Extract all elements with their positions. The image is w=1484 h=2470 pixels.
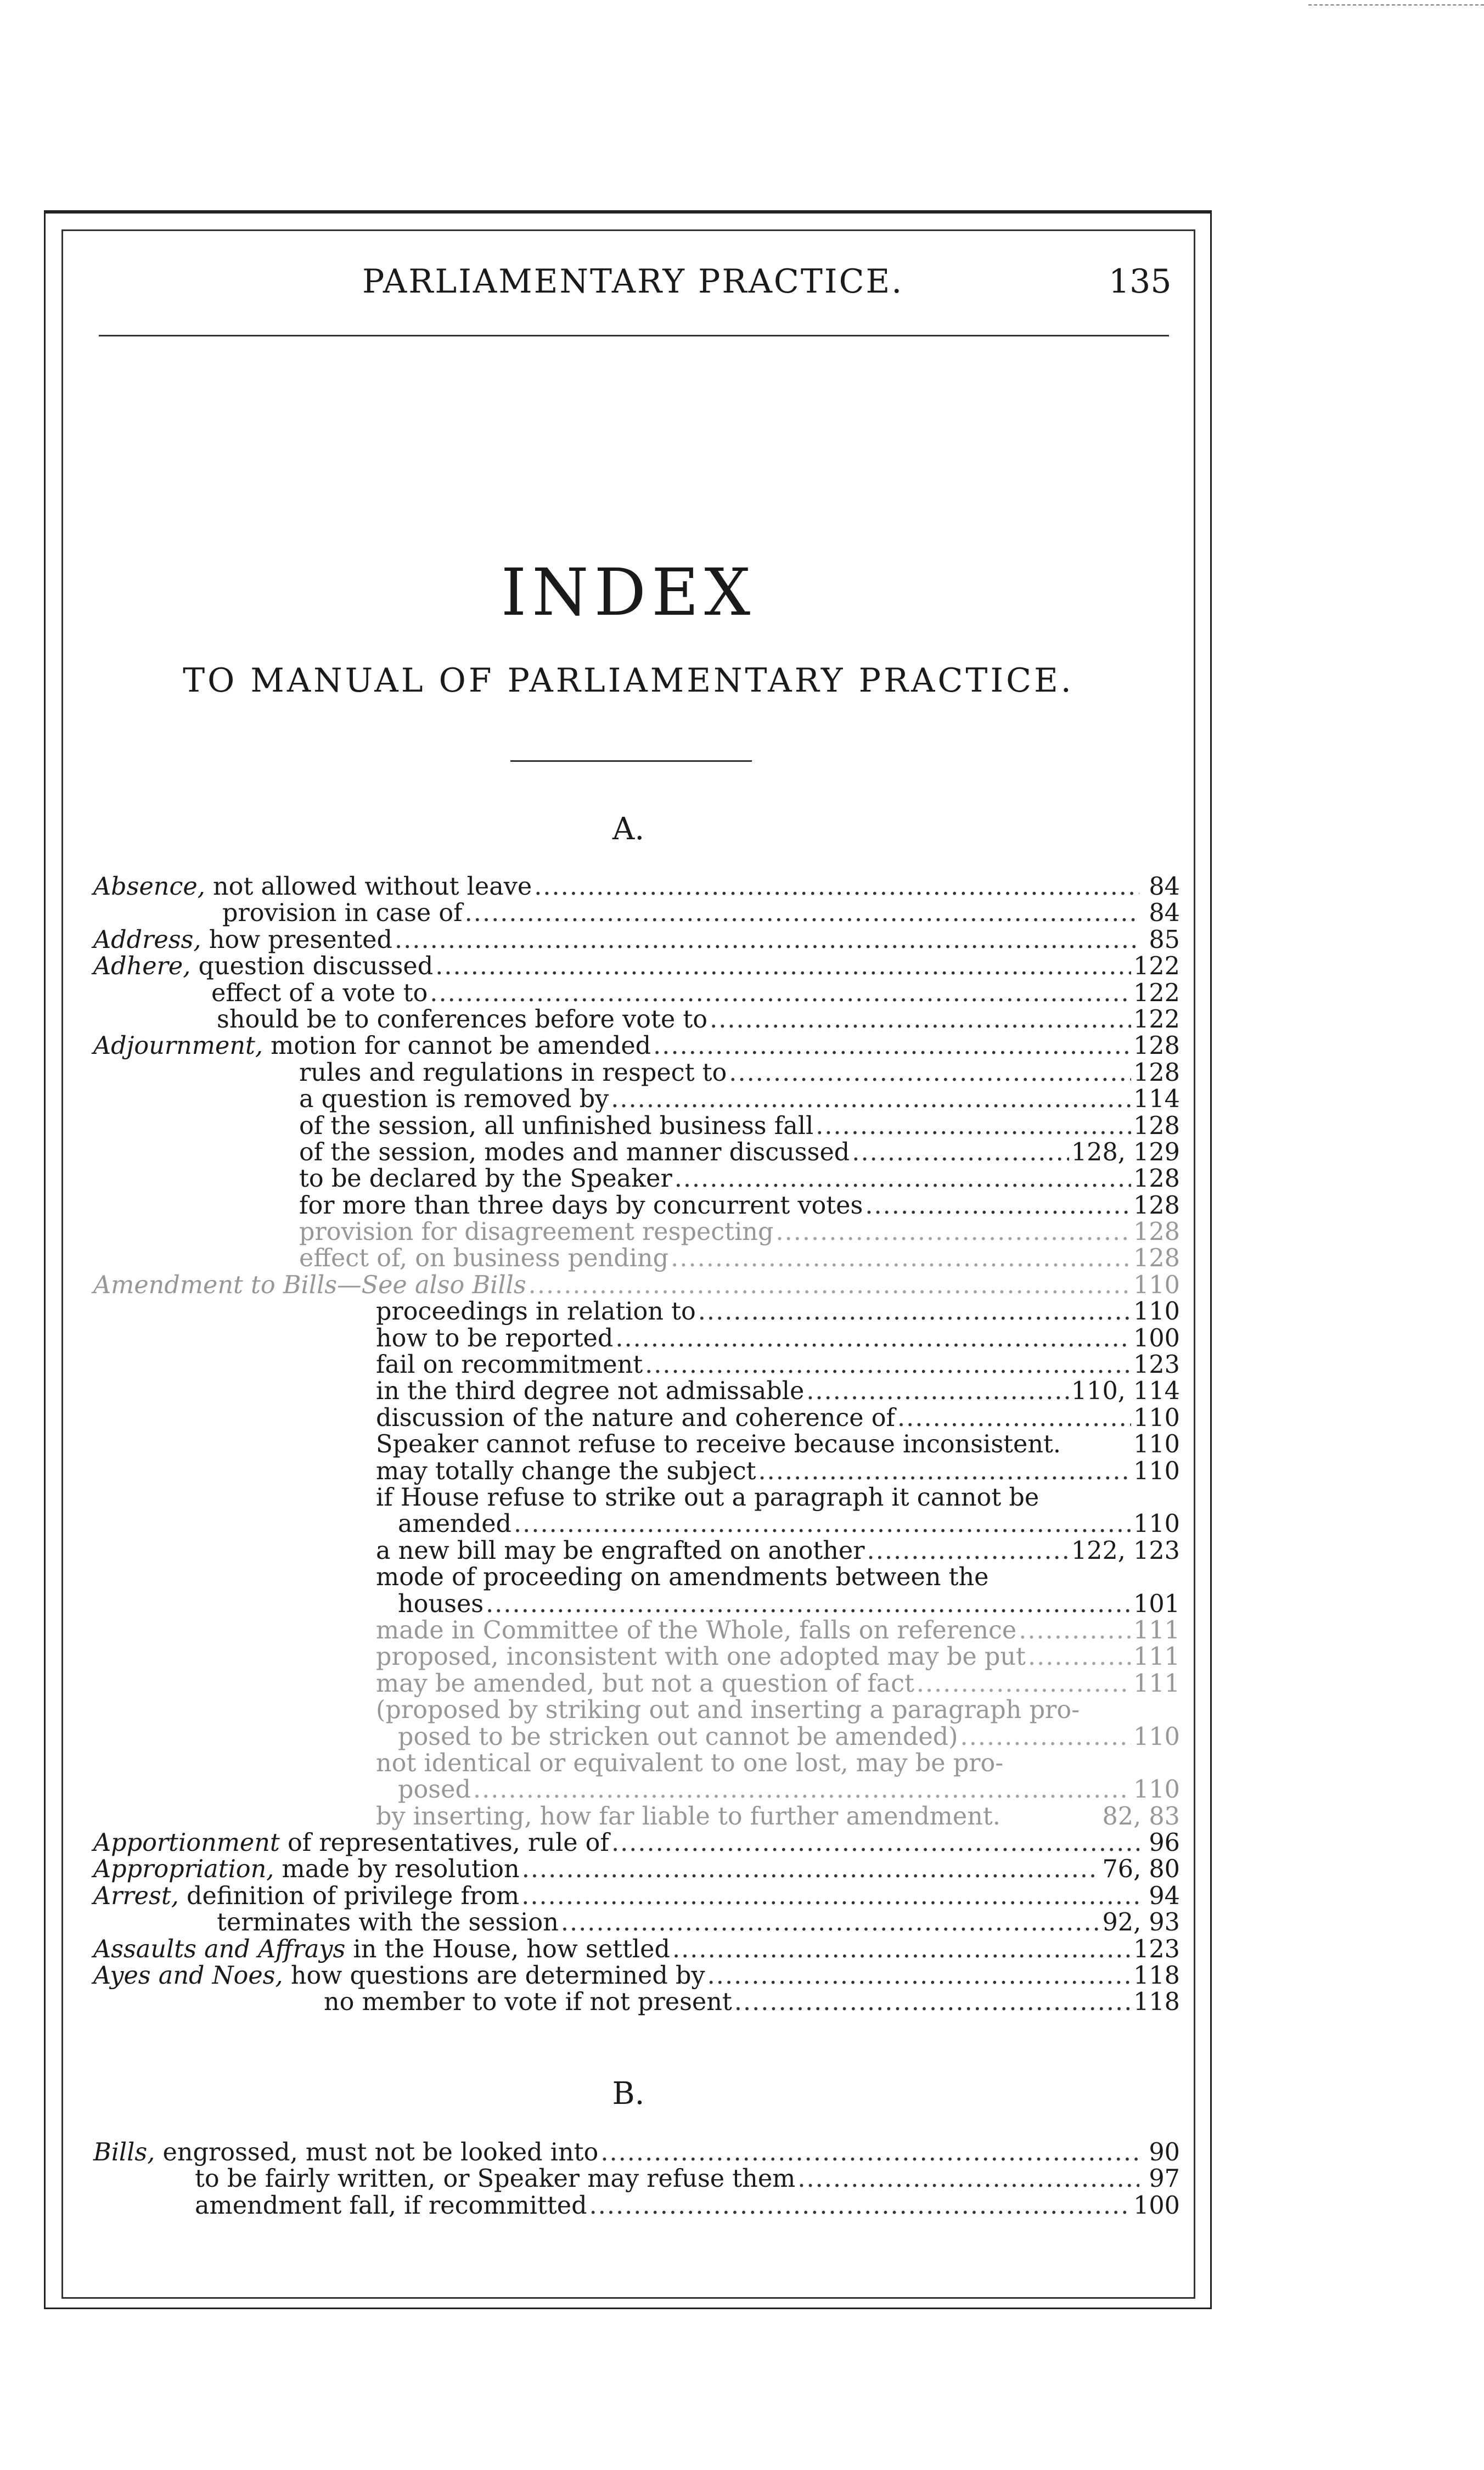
index-entry: [93, 1856, 1180, 1883]
entry-text: [93, 1352, 643, 1378]
entry-page-ref: 111: [1133, 1669, 1180, 1698]
entry-text: [93, 1724, 958, 1750]
entry-page-ref: 96: [1149, 1829, 1180, 1857]
entry-page-ref: 128, 129: [1071, 1138, 1180, 1166]
index-entry: [93, 980, 1180, 1007]
entry-text: [93, 1856, 520, 1883]
index-entry: [93, 874, 1180, 900]
index-entry: [93, 1671, 1180, 1697]
index-entry: [93, 1936, 1180, 1963]
dot-leader: [615, 1326, 1131, 1352]
entry-text: [93, 1007, 707, 1033]
entry-heading: Assaults and Affrays: [93, 1935, 346, 1963]
header-rule: [99, 335, 1169, 336]
entry-text: [93, 1458, 756, 1485]
dot-leader: [672, 1936, 1131, 1963]
entry-description: may totally change the subject: [376, 1457, 756, 1485]
dot-leader: [707, 1963, 1131, 1989]
index-entry: [93, 1352, 1180, 1378]
dot-leader: [645, 1352, 1131, 1378]
index-entry: [93, 1564, 1180, 1591]
entry-text: [93, 1697, 1080, 1724]
index-entry: [93, 1033, 1180, 1059]
dot-leader: [775, 1219, 1131, 1245]
entry-page-ref: 76, 80: [1102, 1855, 1180, 1884]
entry-description: rules and regulations in respect to: [299, 1058, 727, 1087]
entry-page-ref: 100: [1133, 1324, 1180, 1352]
index-entry: [93, 1299, 1180, 1325]
entry-description: engrossed, must not be looked into: [155, 2138, 599, 2166]
entry-text: [93, 1113, 813, 1139]
entry-page-ref: 122, 123: [1071, 1536, 1180, 1565]
entry-page-ref: 94: [1149, 1882, 1180, 1910]
entry-text: [93, 1989, 732, 2016]
entry-page-ref: 111: [1133, 1616, 1180, 1644]
entry-page-ref: 110, 114: [1071, 1377, 1180, 1406]
running-head: PARLIAMENTARY PRACTICE.: [362, 262, 904, 301]
entry-description: provision for disagreement respecting: [299, 1218, 774, 1247]
index-subtitle: TO MANUAL OF PARLIAMENTARY PRACTICE.: [183, 661, 1074, 700]
entry-description: posed: [398, 1776, 471, 1804]
entry-description: amendment fall, if recommitted: [195, 2191, 587, 2220]
index-entry: [93, 927, 1180, 953]
dot-leader: [806, 1378, 1069, 1405]
entry-description: in the third degree not admissable: [376, 1377, 805, 1406]
entry-text: [93, 1326, 613, 1352]
dot-leader: [867, 1538, 1069, 1564]
dot-leader: [611, 1086, 1131, 1113]
entry-text: [93, 1883, 519, 1910]
entry-heading: Bills,: [93, 2138, 155, 2166]
index-entry: [93, 1405, 1180, 1432]
entry-text: [93, 1618, 1016, 1644]
dot-leader: [653, 1033, 1131, 1059]
page-number: 135: [1109, 262, 1172, 301]
index-entry: [93, 1644, 1180, 1670]
entry-page-ref: 123: [1133, 1935, 1180, 1963]
entry-heading: Amendment to Bills—See also Bills: [93, 1271, 526, 1299]
entry-text: [93, 1033, 651, 1059]
entry-description: should be to conferences before vote to: [217, 1005, 708, 1034]
entry-heading: Absence,: [93, 873, 205, 901]
entry-description: how to be reported: [376, 1324, 614, 1352]
entry-text: [93, 1432, 1061, 1458]
entry-text: [93, 1139, 850, 1166]
entry-text: [93, 2166, 795, 2192]
entry-text: [93, 1750, 1003, 1777]
entry-heading: Ayes and Noes,: [93, 1962, 283, 1990]
entry-text: [93, 1644, 1026, 1670]
index-entries-b: [93, 2140, 1180, 2219]
entry-page-ref: 122: [1133, 1005, 1180, 1034]
title-rule: [510, 760, 752, 762]
dot-leader: [600, 2140, 1139, 2166]
entry-description: posed to be stricken out cannot be amended): [398, 1722, 958, 1751]
entry-page-ref: 128: [1133, 1191, 1180, 1220]
entry-heading: Arrest,: [93, 1882, 179, 1910]
dot-leader: [671, 1245, 1131, 1272]
entry-page-ref: 128: [1133, 1244, 1180, 1273]
entry-description: discussion of the nature and coherence of: [376, 1404, 896, 1432]
index-entry: [93, 1432, 1180, 1458]
index-entry: [93, 1378, 1180, 1405]
entry-text: [93, 1910, 559, 1936]
dot-leader: [797, 2166, 1139, 2192]
index-entry: [93, 2166, 1180, 2192]
entry-text: [93, 1936, 670, 1963]
entry-page-ref: 100: [1133, 2191, 1180, 2220]
index-entry: [93, 1086, 1180, 1113]
entry-page-ref: 128: [1133, 1218, 1180, 1247]
index-entry: [93, 1697, 1180, 1724]
entry-description: how presented: [201, 925, 393, 954]
entry-page-ref: 110: [1133, 1404, 1180, 1432]
entry-text: [93, 980, 428, 1007]
index-entry: [93, 1538, 1180, 1564]
index-entry: [93, 2140, 1180, 2166]
dot-leader: [395, 927, 1139, 953]
index-entry: [93, 1060, 1180, 1086]
entry-description: effect of a vote to: [211, 979, 428, 1007]
entry-page-ref: 123: [1133, 1351, 1180, 1379]
entry-text: [93, 953, 433, 980]
entry-text: [93, 2140, 598, 2166]
entry-heading: Appropriation,: [93, 1855, 274, 1884]
entry-page-ref: 110: [1133, 1457, 1180, 1485]
entry-text: [93, 1378, 804, 1405]
entry-page-ref: 110: [1133, 1722, 1180, 1751]
index-entry: [93, 1245, 1180, 1272]
entry-text: [93, 1538, 865, 1564]
entry-description: proceedings in relation to: [376, 1298, 696, 1326]
entry-description: effect of, on business pending: [299, 1244, 669, 1273]
entry-text: [93, 2193, 587, 2219]
entry-text: [93, 1245, 668, 1272]
entry-text: [93, 1060, 727, 1086]
entry-text: [93, 1193, 863, 1219]
entry-text: [93, 1564, 989, 1591]
entry-heading: Adjournment,: [93, 1032, 263, 1060]
entry-page-ref: 101: [1133, 1590, 1180, 1618]
index-entry: [93, 1804, 1180, 1830]
index-entry: [93, 1166, 1180, 1192]
dot-leader: [734, 1989, 1131, 2016]
dot-leader: [465, 900, 1139, 927]
dot-leader: [698, 1299, 1131, 1325]
entry-page-ref: 92, 93: [1102, 1908, 1180, 1937]
entry-text: [93, 1804, 1000, 1830]
entry-description: (proposed by striking out and inserting a paragraph pro-: [376, 1696, 1080, 1725]
entry-text: [93, 1405, 895, 1432]
dot-leader: [1028, 1644, 1131, 1670]
dot-leader: [917, 1671, 1131, 1697]
entry-description: no member to vote if not present: [324, 1988, 732, 2017]
entry-description: motion for cannot be amended: [263, 1032, 651, 1060]
entry-page-ref: 90: [1149, 2138, 1180, 2166]
index-entry: [93, 1830, 1180, 1856]
entry-description: made by resolution: [274, 1855, 520, 1884]
dot-leader: [852, 1139, 1069, 1166]
entry-page-ref: 110: [1133, 1298, 1180, 1326]
index-entry: [93, 1724, 1180, 1750]
dot-leader: [710, 1007, 1131, 1033]
index-entry: [93, 1193, 1180, 1219]
index-entry: [93, 1750, 1180, 1777]
dot-leader: [514, 1511, 1131, 1537]
entry-page-ref: 85: [1149, 925, 1180, 954]
entry-description: not allowed without leave: [205, 873, 532, 901]
dot-leader: [816, 1113, 1131, 1139]
entry-page-ref: 82, 83: [1102, 1802, 1180, 1831]
index-entry: [93, 1219, 1180, 1245]
dot-leader: [534, 874, 1139, 900]
entry-description: definition of privilege from: [178, 1882, 520, 1910]
entry-text: [93, 927, 392, 953]
entry-description: amended: [398, 1510, 512, 1539]
scan-edge-mark: [1308, 4, 1484, 5]
entry-description: made in Committee of the Whole, falls on reference: [376, 1616, 1017, 1644]
index-entries-a: [93, 874, 1180, 2016]
dot-leader: [897, 1405, 1131, 1432]
entry-description: may be amended, but not a question of fact: [376, 1669, 914, 1698]
entry-description: to be fairly written, or Speaker may refuse them: [195, 2165, 796, 2193]
entry-description: proposed, inconsistent with one adopted may be put: [376, 1643, 1026, 1671]
section-letter-b: B.: [612, 2076, 645, 2112]
entry-page-ref: 111: [1133, 1643, 1180, 1671]
index-entry: [93, 1139, 1180, 1166]
entry-text: [93, 1591, 484, 1618]
index-entry: [93, 900, 1180, 927]
entry-page-ref: 128: [1133, 1058, 1180, 1087]
entry-page-ref: 110: [1133, 1271, 1180, 1299]
entry-page-ref: 122: [1133, 979, 1180, 1007]
entry-text: [93, 1511, 511, 1537]
entry-description: not identical or equivalent to one lost, may be pro-: [376, 1749, 1004, 1777]
dot-leader: [435, 953, 1131, 980]
entry-page-ref: 128: [1133, 1112, 1180, 1140]
dot-leader: [1019, 1618, 1131, 1644]
index-entry: [93, 1458, 1180, 1485]
entry-description: for more than three days by concurrent votes: [299, 1191, 863, 1220]
entry-page-ref: 128: [1133, 1032, 1180, 1060]
entry-description: provision in case of: [222, 899, 463, 928]
entry-text: [93, 874, 532, 900]
entry-page-ref: 110: [1133, 1776, 1180, 1804]
entry-heading: Adhere,: [93, 952, 191, 981]
entry-heading: Apportionment: [93, 1829, 280, 1857]
dot-leader: [486, 1591, 1131, 1618]
entry-description: terminates with the session: [217, 1908, 559, 1937]
entry-text: [93, 900, 463, 927]
index-entry: [93, 2193, 1180, 2219]
entry-text: [93, 1830, 609, 1856]
dot-leader: [529, 1272, 1131, 1299]
index-entry: [93, 1989, 1180, 2016]
entry-description: how questions are determined by: [283, 1962, 705, 1990]
entry-description: houses: [398, 1590, 484, 1618]
dot-leader: [611, 1830, 1139, 1856]
index-entry: [93, 1777, 1180, 1803]
entry-text: [93, 1166, 672, 1192]
entry-description: of representatives, rule of: [279, 1829, 609, 1857]
index-entry: [93, 1007, 1180, 1033]
entry-description: of the session, all unfinished business fall: [299, 1112, 814, 1140]
section-letter-a: A.: [612, 811, 645, 847]
index-entry: [93, 1326, 1180, 1352]
entry-page-ref: 128: [1133, 1165, 1180, 1193]
entry-page-ref: 84: [1149, 873, 1180, 901]
index-entry: [93, 1910, 1180, 1936]
entry-page-ref: 118: [1133, 1988, 1180, 2017]
entry-description: if House refuse to strike out a paragraph it cannot be: [376, 1483, 1039, 1512]
index-entry: [93, 1113, 1180, 1139]
dot-leader: [561, 1910, 1100, 1936]
entry-description: Speaker cannot refuse to receive because inconsistent.: [376, 1430, 1061, 1459]
entry-page-ref: 122: [1133, 952, 1180, 981]
index-entry: [93, 1963, 1180, 1989]
entry-text: [93, 1671, 914, 1697]
index-entry: [93, 1618, 1180, 1644]
entry-page-ref: 118: [1133, 1962, 1180, 1990]
entry-text: [93, 1086, 609, 1113]
dot-leader: [473, 1777, 1131, 1803]
dot-leader: [522, 1856, 1100, 1883]
entry-description: a new bill may be engrafted on another: [376, 1536, 865, 1565]
entry-description: in the House, how settled: [345, 1935, 670, 1963]
dot-leader: [589, 2193, 1131, 2219]
dot-leader: [729, 1060, 1131, 1086]
index-entry: [93, 1511, 1180, 1537]
dot-leader: [960, 1724, 1132, 1750]
entry-text: [93, 1272, 526, 1299]
entry-text: [93, 1963, 705, 1989]
entry-description: question discussed: [190, 952, 434, 981]
entry-page-ref: 114: [1133, 1085, 1180, 1114]
entry-heading: Address,: [93, 925, 201, 954]
dot-leader: [521, 1883, 1139, 1910]
index-entry: [93, 1485, 1180, 1511]
index-entry: [93, 953, 1180, 980]
dot-leader: [758, 1458, 1132, 1485]
index-entry: [93, 1883, 1180, 1910]
entry-text: [93, 1219, 773, 1245]
dot-leader: [674, 1166, 1131, 1192]
entry-description: a question is removed by: [299, 1085, 609, 1114]
entry-page-ref: 110: [1133, 1510, 1180, 1539]
dot-leader: [430, 980, 1131, 1007]
entry-page-ref: 84: [1149, 899, 1180, 928]
entry-description: fail on recommitment: [376, 1351, 643, 1379]
index-title: INDEX: [501, 554, 756, 630]
entry-description: of the session, modes and manner discussed: [299, 1138, 850, 1166]
entry-description: by inserting, how far liable to further amendment.: [376, 1802, 1000, 1831]
index-entry: [93, 1591, 1180, 1618]
index-entry: [93, 1272, 1180, 1299]
entry-text: [93, 1777, 471, 1803]
entry-text: [93, 1299, 696, 1325]
entry-description: mode of proceeding on amendments between the: [376, 1563, 989, 1592]
entry-page-ref: 97: [1149, 2165, 1180, 2193]
dot-leader: [865, 1193, 1131, 1219]
entry-page-ref: 110: [1133, 1430, 1180, 1459]
entry-text: [93, 1485, 1039, 1511]
entry-description: to be declared by the Speaker: [299, 1165, 672, 1193]
